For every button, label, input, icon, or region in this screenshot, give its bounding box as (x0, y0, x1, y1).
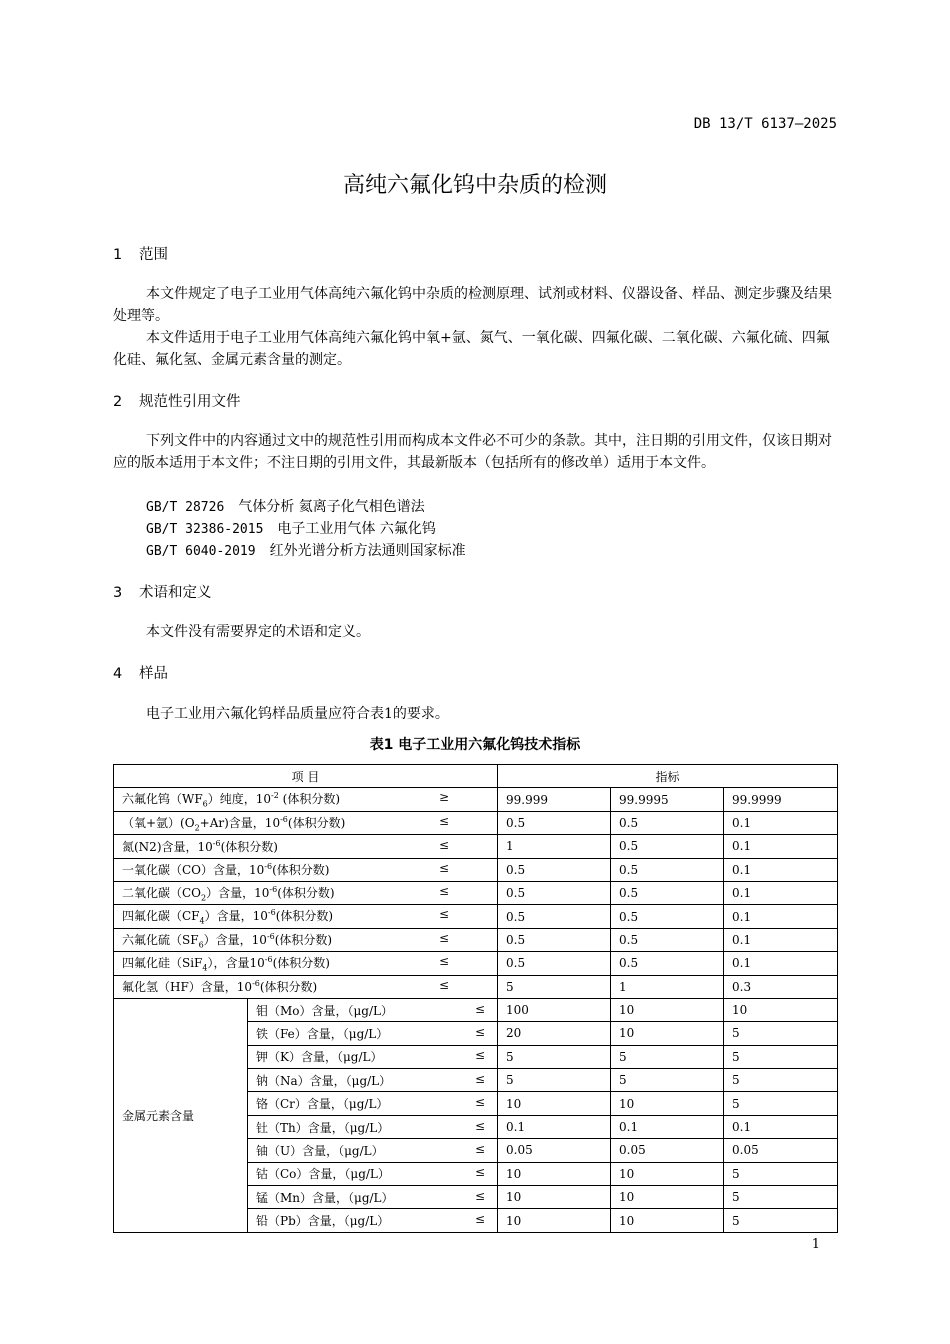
item-text: (体积分数) (287, 815, 346, 830)
value-cell: 10 (611, 1162, 724, 1185)
value-cell: 100 (498, 998, 611, 1021)
item-text: (体积分数) (272, 956, 330, 971)
scope-paragraph-1: 本文件规定了电子工业用气体高纯六氟化钨中杂质的检测原理、试剂或材料、仪器设备、样品、测定步骤及结果处理等。 (113, 286, 832, 324)
comparison-symbol: ≤ (474, 1071, 486, 1086)
reference-item (146, 518, 436, 538)
value-cell: 0.5 (611, 881, 724, 904)
value-cell: 5 (611, 1045, 724, 1068)
item-text: ）纯度，10 (207, 792, 272, 807)
item-text: 四氟化硅（SiF (122, 956, 203, 971)
document-title: 高纯六氟化钨中杂质的检测 (342, 173, 607, 198)
metal-item-cell (248, 1186, 498, 1209)
item-text: (体积分数) (277, 885, 335, 900)
value-cell: 10 (611, 1209, 724, 1232)
section-title: 规范性引用文件 (139, 394, 241, 410)
reference-name: 气体分析 氦离子化气相色谱法 (238, 499, 425, 515)
value-cell: 0.5 (611, 952, 724, 975)
comparison-symbol: ≤ (474, 1141, 486, 1156)
item-subscript: 6 (198, 940, 204, 950)
reference-name: 电子工业用气体 六氟化钨 (277, 521, 436, 537)
section-number: 1 (113, 247, 123, 263)
item-cell (114, 835, 498, 858)
sample-paragraph: 电子工业用六氟化钨样品质量应符合表1的要求。 (146, 706, 449, 722)
item-superscript: -6 (264, 955, 273, 965)
item-superscript: -6 (252, 979, 260, 989)
reference-item (146, 496, 425, 516)
item-text: ）含量，10 (204, 909, 268, 924)
value-cell: 0.05 (611, 1139, 724, 1162)
comparison-symbol: ≤ (438, 930, 450, 945)
value-cell: 10 (611, 1022, 724, 1045)
item-subscript: 4 (202, 963, 208, 973)
comparison-symbol: ≤ (438, 883, 450, 898)
value-cell: 20 (498, 1022, 611, 1045)
comparison-symbol: ≤ (438, 861, 450, 876)
item-superscript: -6 (212, 838, 221, 848)
item-superscript: -6 (267, 908, 276, 918)
comparison-symbol: ≤ (474, 1048, 486, 1063)
section-number: 2 (113, 394, 123, 410)
value-cell: 0.5 (611, 905, 724, 928)
table-row (114, 858, 838, 881)
comparison-symbol: ≤ (438, 813, 450, 828)
item-text: 六氟化硫（SF (122, 932, 199, 947)
metal-item-cell (248, 998, 498, 1021)
table-caption: 表1 电子工业用六氟化钨技术指标 (369, 737, 581, 753)
item-text: (体积分数) (259, 980, 318, 995)
value-cell: 0.5 (498, 952, 611, 975)
value-cell: 10 (498, 1162, 611, 1185)
value-cell: 5 (724, 1162, 838, 1185)
value-cell: 0.5 (611, 811, 724, 834)
value-cell: 1 (611, 975, 724, 998)
value-cell: 1 (498, 835, 611, 858)
value-cell: 0.1 (724, 905, 838, 928)
metal-item-text: 铅（Pb）含量，（μg/L） (256, 1214, 390, 1229)
value-cell: 0.05 (724, 1139, 838, 1162)
comparison-symbol: ≤ (474, 1188, 486, 1203)
comparison-symbol: ≤ (474, 1001, 486, 1016)
value-cell: 5 (724, 1045, 838, 1068)
comparison-symbol: ≤ (474, 1165, 486, 1180)
item-cell (114, 881, 498, 904)
item-subscript: 2 (201, 893, 207, 903)
value-cell: 5 (498, 975, 611, 998)
value-cell: 0.5 (498, 858, 611, 881)
item-text: (体积分数) (278, 792, 341, 807)
value-cell: 10 (611, 1092, 724, 1115)
value-cell: 5 (724, 1092, 838, 1115)
value-cell: 99.9999 (724, 788, 838, 811)
table-row (114, 928, 838, 951)
item-text: 氟化氢（HF）含量，10 (122, 980, 253, 995)
reference-code: GB/T 6040-2019 (146, 544, 256, 559)
item-cell (114, 858, 498, 881)
value-cell: 0.5 (611, 835, 724, 858)
item-cell (114, 811, 498, 834)
metal-item-text: 钠（Na）含量，（μg/L） (256, 1073, 392, 1088)
section-title: 范围 (139, 247, 168, 263)
terms-paragraph: 本文件没有需要界定的术语和定义。 (146, 624, 370, 640)
metal-item-cell (248, 1045, 498, 1068)
value-cell: 0.5 (498, 881, 611, 904)
reference-item (146, 540, 466, 560)
table-row (114, 881, 838, 904)
item-text: (体积分数) (275, 909, 334, 924)
value-cell: 99.9995 (611, 788, 724, 811)
comparison-symbol: ≤ (474, 1118, 486, 1133)
metal-item-cell (248, 1162, 498, 1185)
item-text: ），含量10 (207, 956, 265, 971)
value-cell: 0.1 (724, 858, 838, 881)
comparison-symbol: ≥ (438, 790, 450, 805)
scope-paragraph-2: 本文件适用于电子工业用气体高纯六氟化钨中氧+氩、氮气、一氧化碳、四氟化碳、二氧化碳、六氟化硫、四氟化硅、氟化氢、金属元素含量的测定。 (113, 330, 830, 368)
value-cell: 5 (498, 1045, 611, 1068)
value-cell: 5 (498, 1069, 611, 1092)
comparison-symbol: ≤ (438, 954, 450, 969)
table-row (114, 811, 838, 834)
table-header-row (114, 765, 838, 788)
item-text: 四氟化碳（CF (122, 909, 200, 924)
metal-item-cell (248, 1069, 498, 1092)
item-text: 二氧化碳（CO (122, 885, 202, 900)
item-text: （氧+氩）(O (122, 815, 195, 830)
item-subscript: 4 (199, 916, 205, 926)
item-cell (114, 928, 498, 951)
value-cell: 5 (724, 1069, 838, 1092)
item-subscript: 6 (202, 799, 208, 809)
value-cell: 0.5 (611, 928, 724, 951)
metal-item-text: 钾（K）含量，（μg/L） (256, 1050, 383, 1065)
metal-item-text: 钍（Th）含量，（μg/L） (256, 1120, 390, 1135)
value-cell: 5 (724, 1209, 838, 1232)
metal-item-text: 锰（Mn）含量，（μg/L） (256, 1190, 394, 1205)
item-text: 氮(N2)含量，10 (122, 839, 213, 854)
metal-group-cell: 金属元素含量 (114, 998, 248, 1232)
value-cell: 10 (611, 998, 724, 1021)
item-text: 一氧化碳（CO）含量，10 (122, 863, 265, 878)
item-superscript: -6 (264, 862, 273, 872)
table-row (114, 975, 838, 998)
item-cell (114, 788, 498, 811)
item-cell (114, 905, 498, 928)
value-cell: 0.05 (498, 1139, 611, 1162)
section-title: 样品 (139, 666, 168, 682)
section-number: 3 (113, 585, 123, 601)
item-text: (体积分数) (272, 863, 330, 878)
value-cell: 0.5 (498, 905, 611, 928)
value-cell: 0.1 (724, 952, 838, 975)
metal-item-cell (248, 1209, 498, 1232)
page-number: 1 (811, 1237, 820, 1252)
references-intro: 下列文件中的内容通过文中的规范性引用而构成本文件必不可少的条款。其中，注日期的引用文件，仅该日期对应的版本适用于本文件；不注日期的引用文件，其最新版本（包括所有的修改单）适用于本文件。 (113, 433, 832, 471)
value-cell: 99.999 (498, 788, 611, 811)
section-heading-scope (113, 243, 168, 264)
section-number: 4 (113, 666, 123, 682)
section-heading-sample (113, 662, 168, 683)
reference-code: GB/T 28726 (146, 500, 225, 515)
comparison-symbol: ≤ (474, 1212, 486, 1227)
metal-item-text: 铁（Fe）含量，（μg/L） (256, 1026, 389, 1041)
table-row (114, 952, 838, 975)
value-cell: 0.5 (611, 858, 724, 881)
value-cell: 0.1 (724, 835, 838, 858)
item-text: 六氟化钨（WF (122, 792, 203, 807)
value-cell: 0.1 (724, 811, 838, 834)
item-superscript: -6 (269, 884, 278, 894)
reference-name: 红外光谱分析方法通则国家标准 (269, 543, 466, 559)
table-row (114, 905, 838, 928)
reference-code: GB/T 32386-2015 (146, 522, 264, 537)
section-heading-references (113, 390, 241, 411)
comparison-symbol: ≤ (438, 978, 450, 993)
value-cell: 10 (498, 1092, 611, 1115)
comparison-symbol: ≤ (438, 837, 450, 852)
item-superscript: -2 (271, 791, 279, 801)
item-text: ）含量，10 (203, 932, 267, 947)
comparison-symbol: ≤ (474, 1095, 486, 1110)
value-cell: 10 (724, 998, 838, 1021)
table-row (114, 835, 838, 858)
value-cell: 10 (498, 1209, 611, 1232)
value-cell: 5 (724, 1186, 838, 1209)
value-cell: 0.1 (724, 928, 838, 951)
spec-table (113, 764, 838, 1233)
comparison-symbol: ≤ (474, 1024, 486, 1039)
item-superscript: -6 (280, 814, 288, 824)
value-cell: 0.5 (498, 928, 611, 951)
value-cell: 0.1 (498, 1115, 611, 1138)
metal-item-cell (248, 1139, 498, 1162)
item-text: ）含量，10 (206, 885, 270, 900)
item-text: +Ar)含量，10 (199, 815, 281, 830)
metal-item-text: 铀（U）含量，（μg/L） (256, 1143, 384, 1158)
section-title: 术语和定义 (139, 585, 212, 601)
item-text: (体积分数) (274, 932, 333, 947)
metal-item-text: 钼（Mo）含量，（μg/L） (256, 1003, 394, 1018)
value-cell: 5 (611, 1069, 724, 1092)
value-cell: 0.1 (611, 1115, 724, 1138)
value-cell: 5 (724, 1022, 838, 1045)
section-heading-terms (113, 581, 212, 602)
table-row (114, 998, 838, 1021)
metal-item-text: 钴（Co）含量，（μg/L） (256, 1167, 390, 1182)
comparison-symbol: ≤ (438, 907, 450, 922)
table-row (114, 788, 838, 811)
item-cell (114, 975, 498, 998)
header-index: 指标 (498, 765, 838, 788)
metal-item-cell (248, 1115, 498, 1138)
item-text: (体积分数) (220, 839, 278, 854)
value-cell: 0.3 (724, 975, 838, 998)
value-cell: 0.5 (498, 811, 611, 834)
standard-number: DB 13/T 6137—2025 (693, 116, 837, 132)
value-cell: 0.1 (724, 881, 838, 904)
metal-item-cell (248, 1092, 498, 1115)
header-item: 项 目 (114, 765, 498, 788)
item-cell (114, 952, 498, 975)
metal-item-cell (248, 1022, 498, 1045)
value-cell: 0.1 (724, 1115, 838, 1138)
item-subscript: 2 (194, 823, 200, 833)
item-superscript: -6 (266, 931, 275, 941)
metal-item-text: 铬（Cr）含量，（μg/L） (256, 1097, 389, 1112)
value-cell: 10 (498, 1186, 611, 1209)
value-cell: 10 (611, 1186, 724, 1209)
